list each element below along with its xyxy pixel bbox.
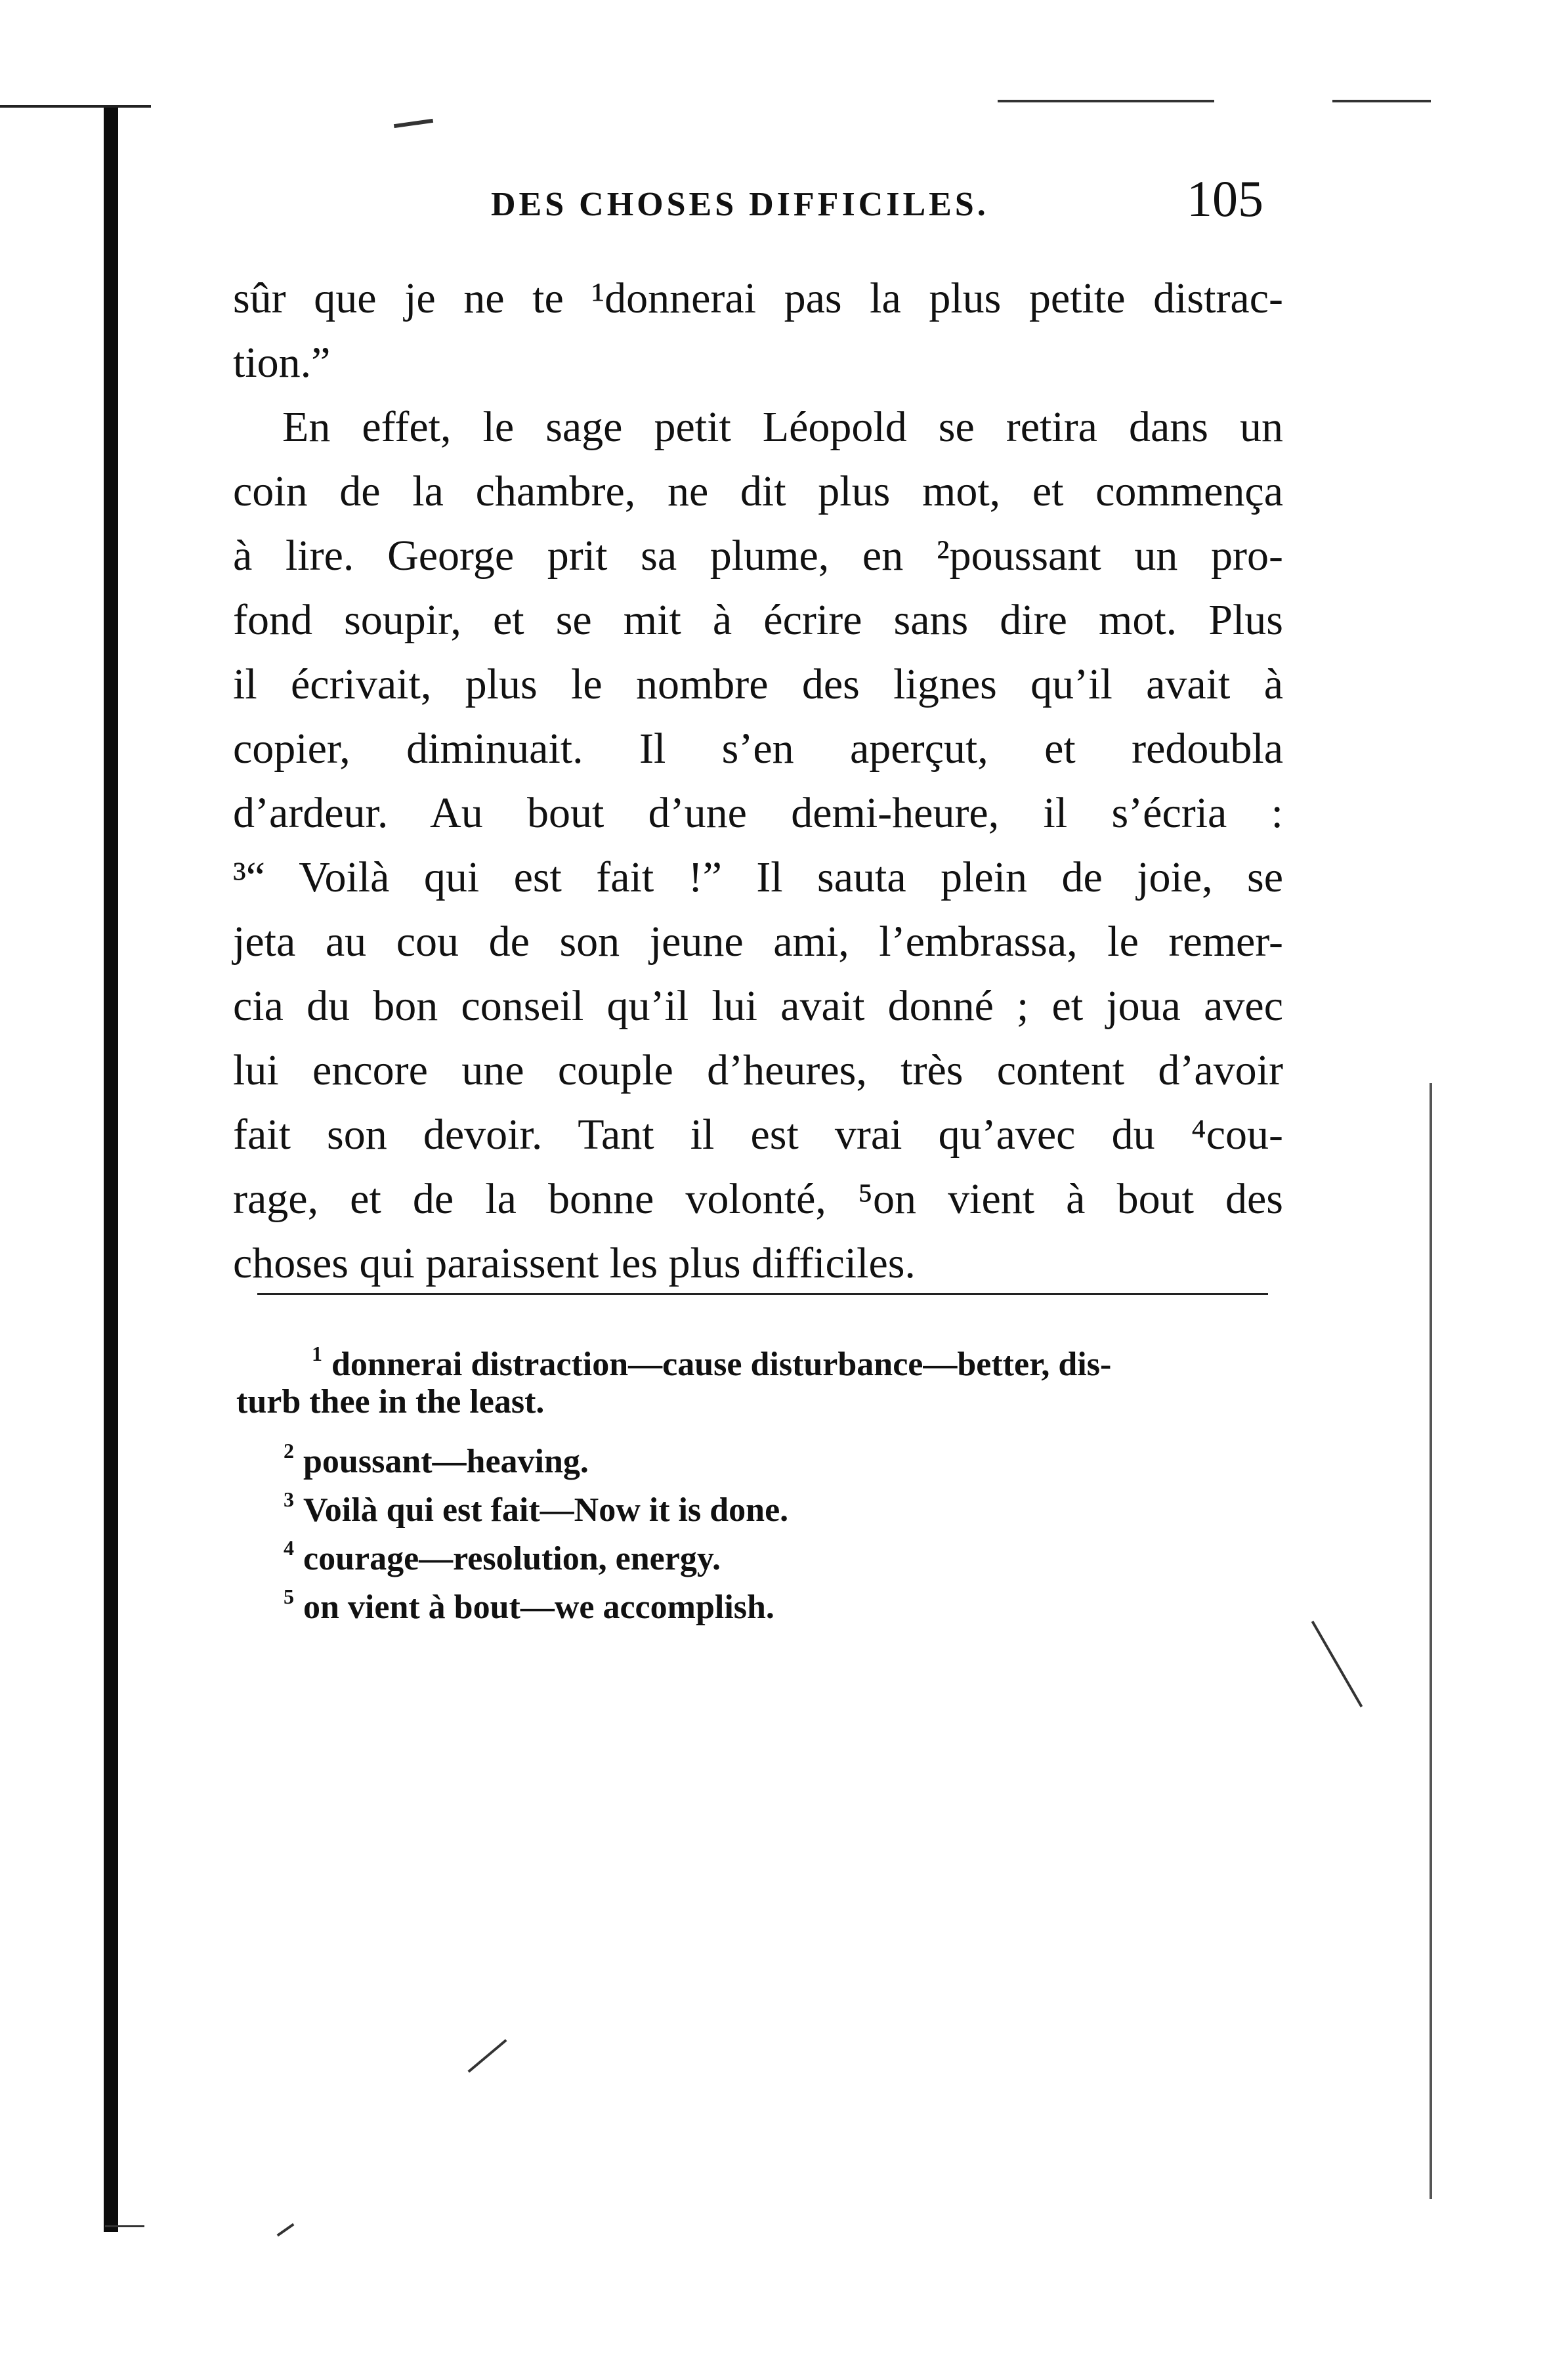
text-line: lui encore une couple d’heures, très content d’avoir	[233, 1046, 1283, 1094]
footnote	[284, 1478, 788, 1531]
footnote-text: turb thee in the least.	[236, 1383, 545, 1420]
footnote-marker: 3	[284, 1487, 294, 1511]
footnote	[284, 1430, 589, 1483]
text-line: rage, et de la bonne volonté, ⁵on vient à bout des	[233, 1175, 1283, 1223]
text-line: choses qui paraissent les plus difficiles.	[233, 1239, 916, 1287]
footnote-marker: 2	[284, 1439, 294, 1463]
binding-bottom-rule	[105, 2225, 144, 2227]
text-line: ³“ Voilà qui est fait !” Il sauta plein de joie, se	[233, 853, 1283, 901]
footnote-text: donnerai distraction—cause disturbance—better, dis-	[331, 1346, 1112, 1383]
footnote-marker: 4	[284, 1536, 294, 1560]
footnote-marker: 1	[312, 1342, 322, 1365]
scan-mark	[467, 2039, 507, 2072]
running-title: DES CHOSES DIFFICILES.	[491, 186, 989, 223]
binding-top-rule	[0, 105, 151, 108]
text-line: jeta au cou de son jeune ami, l’embrassa, le remer-	[233, 918, 1283, 966]
scan-edge-rule	[998, 100, 1214, 102]
scan-right-edge	[1430, 1083, 1432, 2199]
text-line: sûr que je ne te ¹donnerai pas la plus petite distrac-	[233, 274, 1283, 322]
footnote	[236, 1381, 544, 1423]
scan-mark	[1311, 1621, 1363, 1707]
scan-edge-rule	[1332, 100, 1431, 102]
text-line: il écrivait, plus le nombre des lignes qu’il avait à	[233, 660, 1283, 708]
binding-edge	[104, 105, 118, 2232]
text-line: à lire. George prit sa plume, en ²poussant un pro-	[233, 532, 1283, 580]
text-line: tion.”	[233, 339, 331, 387]
text-line: fait son devoir. Tant il est vrai qu’avec du ⁴cou-	[233, 1111, 1283, 1159]
text-line: fond soupir, et se mit à écrire sans dire mot. Plus	[233, 596, 1283, 644]
page-number: 105	[1187, 170, 1263, 227]
footnote-text: on vient à bout—we accomplish.	[303, 1589, 774, 1626]
text-line: copier, diminuait. Il s’en aperçut, et redoubla	[233, 725, 1283, 773]
scan-mark	[277, 2223, 295, 2236]
footnote-text: courage—resolution, energy.	[303, 1540, 721, 1577]
footnote	[284, 1527, 721, 1580]
scan-mark	[394, 119, 433, 128]
text-line: coin de la chambre, ne dit plus mot, et commença	[233, 467, 1283, 515]
text-line: d’ardeur. Au bout d’une demi-heure, il s’écria :	[233, 789, 1283, 837]
footnote	[284, 1575, 774, 1629]
footnote-text: Voilà qui est fait—Now it is done.	[303, 1491, 789, 1529]
footnote	[312, 1333, 1111, 1386]
footnote-divider	[257, 1293, 1268, 1295]
text-line: cia du bon conseil qu’il lui avait donné ; et joua avec	[233, 982, 1283, 1030]
running-head	[236, 169, 1286, 228]
text-line: En effet, le sage petit Léopold se retira dans un	[282, 403, 1283, 451]
footnote-marker: 5	[284, 1585, 294, 1608]
footnote-text: poussant—heaving.	[303, 1443, 589, 1480]
